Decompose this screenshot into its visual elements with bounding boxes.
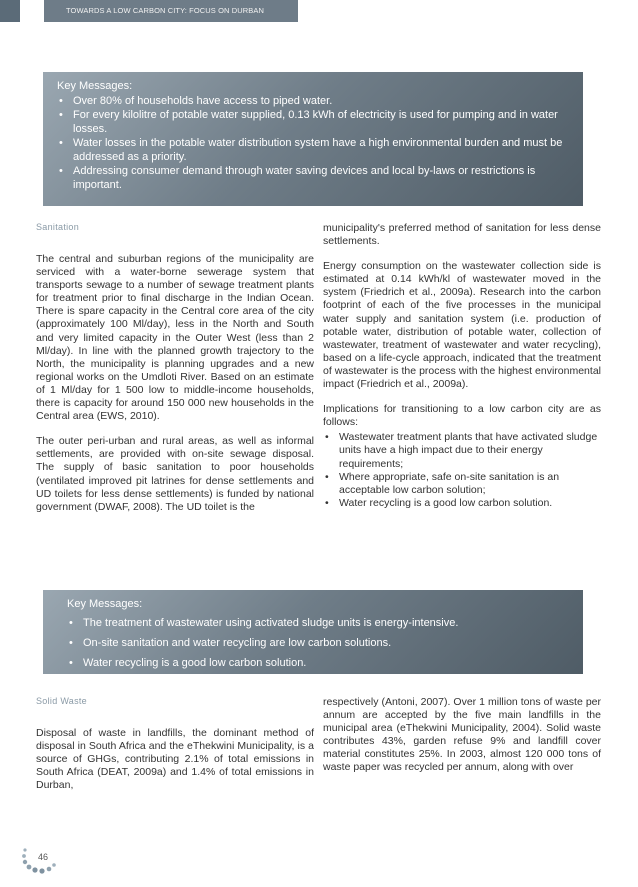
page-number: 46 — [38, 852, 49, 862]
list-item: • Where appropriate, safe on-site sanitation is an acceptable low carbon solution; — [323, 471, 601, 497]
column-right-sanitation — [323, 222, 601, 510]
running-header: TOWARDS A LOW CARBON CITY: FOCUS ON DURBAN — [44, 0, 298, 22]
paragraph: municipality's preferred method of sanitation for less dense settlements. — [323, 222, 601, 248]
paragraph: Implications for transitioning to a low carbon city are as follows: — [323, 403, 601, 429]
key-messages-box-1 — [43, 72, 583, 206]
key-messages-list — [57, 94, 569, 192]
list-item: • Water recycling is a good low carbon solution. — [323, 497, 601, 510]
section-title-solid-waste: Solid Waste — [36, 696, 87, 706]
column-left-solid-waste — [36, 727, 314, 804]
header-accent — [0, 0, 20, 22]
paragraph: respectively (Antoni, 2007). Over 1 million tons of waste per annum are accepted by the five main landfills in the municipal area (eThekwini Municipality, 2004). Solid waste contributes 43%, garden refuse 9% and landfill cover material constitutes 25%. In 2003, almost 120 000 tons of waste paper was recycled per annum, along with over — [323, 696, 601, 774]
list-item: • Wastewater treatment plants that have activated sludge units have a high impact due to their energy requirements; — [323, 431, 601, 470]
column-right-solid-waste — [323, 696, 601, 787]
implications-list — [323, 431, 601, 510]
key-message-item: • Addressing consumer demand through water saving devices and local by-laws or restrictions is important. — [57, 164, 569, 192]
key-message-item: • The treatment of wastewater using activated sludge units is energy-intensive. — [67, 616, 559, 630]
paragraph: Energy consumption on the wastewater collection side is estimated at 0.14 kWh/kl of wastewater moved in the system (Friedrich et al., 2009a). Research into the carbon footprint of each of the five processes in the municipal water supply and sanitation system (i.e. production of potable water, distribution of potable water, collection of wastewater, treatment of wastewater and water recycling), based on a life-cycle approach, indicated that the treatment of wastewater is the process with the highest environmental impact (Friedrich et al., 2009a). — [323, 260, 601, 391]
key-messages-list — [67, 616, 559, 670]
key-messages-box-2 — [43, 590, 583, 674]
key-message-item: • Over 80% of households have access to piped water. — [57, 94, 569, 108]
key-messages-title: Key Messages: — [57, 80, 133, 92]
column-left-sanitation — [36, 253, 314, 526]
key-message-item: • Water recycling is a good low carbon solution. — [67, 656, 559, 670]
key-message-item: • Water losses in the potable water distribution system have a high environmental burden and must be addressed as a priority. — [57, 136, 569, 164]
paragraph: The central and suburban regions of the municipality are serviced with a water-borne sewerage system that transports sewage to a number of sewage treatment plants for treatment prior to final discharge in the Indian Ocean. There is spare capacity in the Central core area of the city (approximately 100 Ml/day), less in the North and South and very limited capacity in the Outer West (less than 2 Ml/day). In line with the planned growth trajectory to the North, the municipality is planning upgrades and a new regional works on the Umdloti River. Based on an estimate of 1 Ml/day for 1 500 low to middle-income households, there is capacity for around 150 000 new households in the Central area (EWS, 2010). — [36, 253, 314, 423]
key-message-item: • On-site sanitation and water recycling are low carbon solutions. — [67, 636, 559, 650]
section-title-sanitation: Sanitation — [36, 222, 80, 232]
paragraph: Disposal of waste in landfills, the dominant method of disposal in South Africa and the eThekwini Municipality, is a source of GHGs, contributing 2.1% of total emissions in South Africa (DEAT, 2009a) and 1.4% of total emissions in Durban, — [36, 727, 314, 792]
key-message-item: • For every kilolitre of potable water supplied, 0.13 kWh of electricity is used for pumping and in water losses. — [57, 108, 569, 136]
paragraph: The outer peri-urban and rural areas, as well as informal settlements, are provided with on-site sewage disposal. The supply of basic sanitation to poor households (ventilated improved pit latrines for dense settlements and UD toilets for less dense settlements) is funded by national government (DWAF, 2008). The UD toilet is the — [36, 435, 314, 513]
key-messages-title: Key Messages: — [67, 598, 143, 610]
